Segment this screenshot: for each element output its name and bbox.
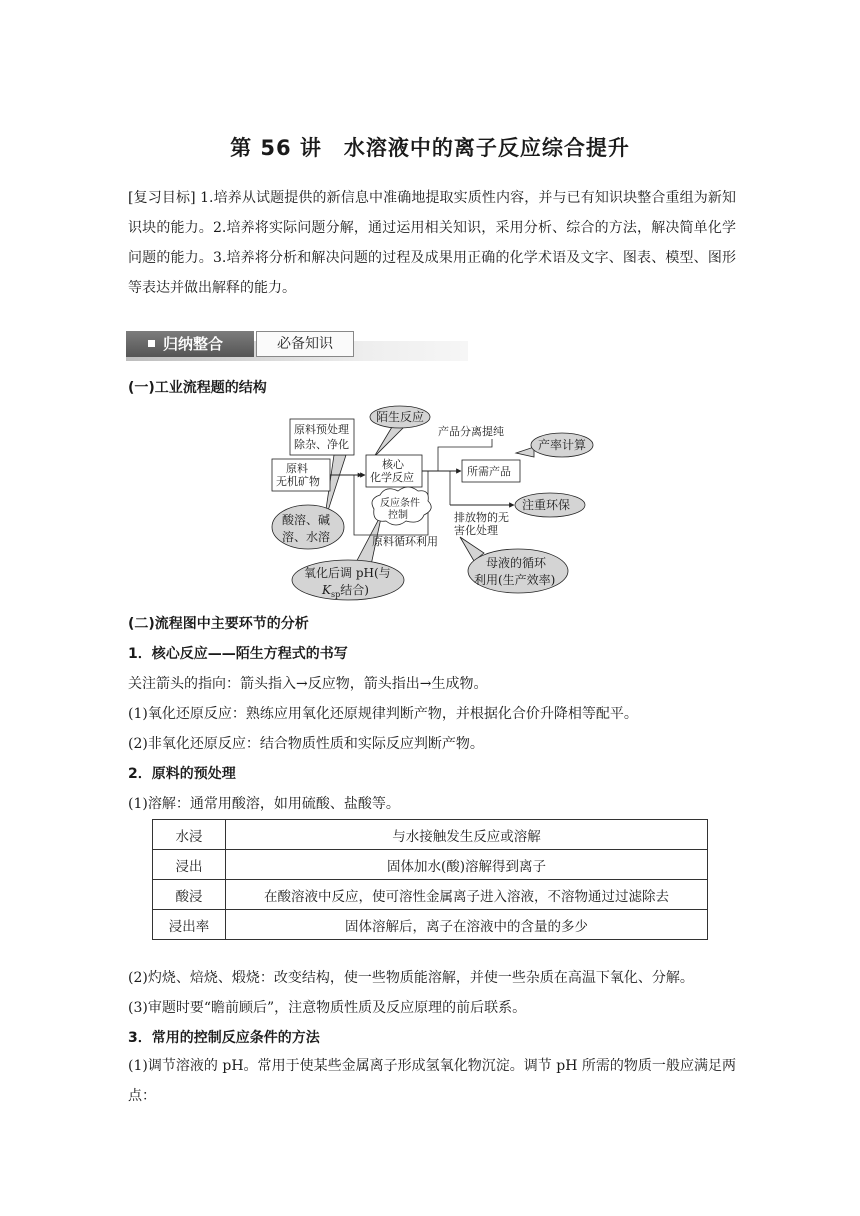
environment-label: 注重环保 xyxy=(522,498,571,512)
sub2-heading: 2．原料的预处理 xyxy=(128,766,236,782)
sub1-line3: (2)非氧化还原反应：结合物质性质和实际反应判断产物。 xyxy=(128,736,484,752)
objectives-text: 1.培养从试题提供的新信息中准确地提取实质性内容，并与已有知识块整合重组为新知识块的能力。2.培养将实际问题分解，通过运用相关知识，采用分析、综合的方法，解决简单化学问题的能力。3.培养将分析和解决问题的过程及成果用正确的化学术语及文字、图表、模型、图形等表达并做出解释的能力。 xyxy=(128,190,736,296)
pretreatment-table xyxy=(152,819,708,940)
oxidation-label-2: $K_{sp}$结合) xyxy=(322,583,369,599)
table-desc: 在酸溶液中反应，使可溶性金属离子进入溶液，不溶物通过过滤除去 xyxy=(226,880,708,910)
banner-main-label: 归纳整合 xyxy=(163,335,224,353)
banner-main xyxy=(126,331,254,357)
table-row xyxy=(153,820,708,850)
mother-label-2: 利用(生产效率) xyxy=(474,573,556,587)
sub3-text: (1)调节溶液的 pH。常用于使某些金属离子形成氢氧化物沉淀。调节 pH 所需的物质一般应满足两点： xyxy=(128,1058,736,1104)
pretreat-label-2: 除杂、净化 xyxy=(294,438,349,451)
section2-heading: (二)流程图中主要环节的分析 xyxy=(128,616,309,632)
sub1-heading: 1．核心反应——陌生方程式的书写 xyxy=(128,646,348,662)
separation-label: 产品分离提纯 xyxy=(438,425,504,438)
waste-label-2: 害化处理 xyxy=(454,524,498,537)
sub2-line2: (2)灼烧、焙烧、煅烧：改变结构，使一些物质能溶解，并使一些杂质在高温下氧化、分解。 xyxy=(128,970,694,986)
new-reaction-pointer xyxy=(374,427,404,457)
page-title: 第 56 讲 水溶液中的离子反应综合提升 xyxy=(230,136,630,160)
objectives-label: [复习目标] xyxy=(128,190,196,206)
table-row xyxy=(153,880,708,910)
table-term: 浸出率 xyxy=(153,910,226,940)
sub2-line1: (1)溶解：通常用酸溶，如用硫酸、盐酸等。 xyxy=(128,796,400,812)
condition-label-1: 反应条件 xyxy=(380,498,420,509)
sub1-line1: 关注箭头的指向：箭头指入→反应物，箭头指出→生成物。 xyxy=(128,676,488,692)
waste-label-1: 排放物的无 xyxy=(454,511,509,524)
table-term: 酸浸 xyxy=(153,880,226,910)
raw-material-label-1: 原料 xyxy=(286,462,308,475)
core-label-1: 核心 xyxy=(382,458,404,471)
condition-label-2: 控制 xyxy=(388,510,408,521)
table-desc: 与水接触发生反应或溶解 xyxy=(226,820,708,850)
core-label-2: 化学反应 xyxy=(370,471,414,484)
new-reaction-label: 陌生反应 xyxy=(376,410,425,424)
sub3-heading: 3．常用的控制反应条件的方法 xyxy=(128,1030,320,1046)
section-banner xyxy=(126,331,468,361)
table-desc: 固体溶解后，离子在溶液中的含量的多少 xyxy=(226,910,708,940)
yield-label: 产率计算 xyxy=(538,438,587,452)
mother-label-1: 母液的循环 xyxy=(486,556,547,570)
raw-material-label-2: 无机矿物 xyxy=(276,475,320,488)
sub2-line3: (3)审题时要“瞻前顾后”，注意物质性质及反应原理的前后联系。 xyxy=(128,1000,527,1016)
review-objectives xyxy=(128,183,736,303)
pretreat-label-1: 原料预处理 xyxy=(294,423,349,436)
acid-label-1: 酸溶、碱 xyxy=(282,513,331,527)
oxidation-label-1: 氧化后调 pH(与 xyxy=(304,566,391,580)
table-term: 浸出 xyxy=(153,850,226,880)
table-term: 水浸 xyxy=(153,820,226,850)
acid-label-2: 溶、水溶 xyxy=(282,530,331,544)
sub1-line2: (1)氧化还原反应：熟练应用氧化还原规律判断产物，并根据化合价升降相等配平。 xyxy=(128,706,638,722)
banner-sub: 必备知识 xyxy=(256,331,354,357)
flow-structure-diagram xyxy=(262,405,596,605)
section1-heading: (一)工业流程题的结构 xyxy=(128,380,267,396)
table-row xyxy=(153,910,708,940)
table-row xyxy=(153,850,708,880)
cycle-label: 原料循环利用 xyxy=(372,535,438,548)
yield-pointer xyxy=(516,447,534,457)
table-desc: 固体加水(酸)溶解得到离子 xyxy=(226,850,708,880)
product-label: 所需产品 xyxy=(467,465,511,478)
square-bullet-icon xyxy=(148,340,155,347)
